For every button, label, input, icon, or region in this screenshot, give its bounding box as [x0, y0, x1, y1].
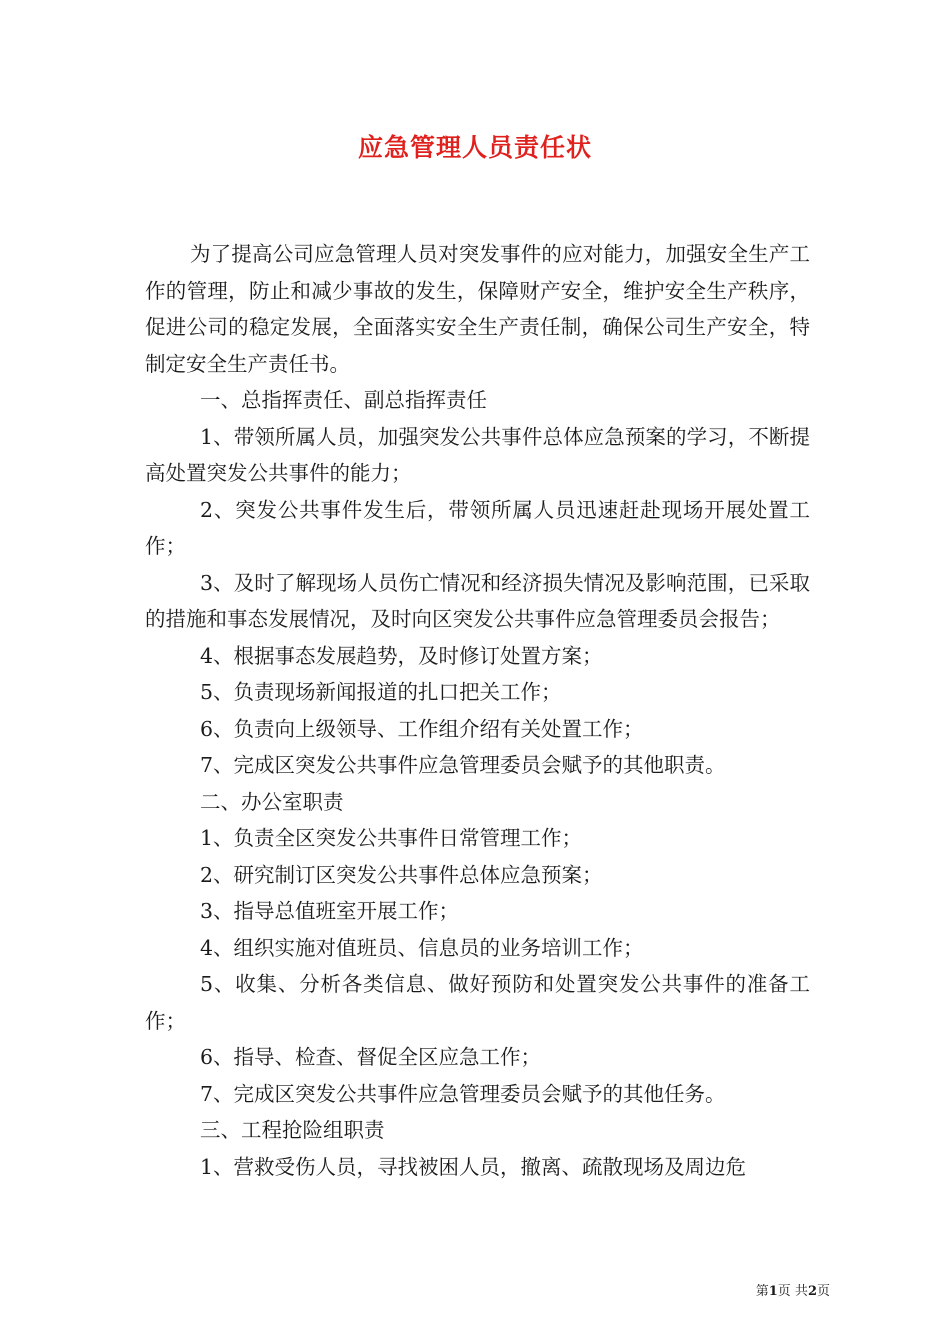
- list-item: 3、及时了解现场人员伤亡情况和经济损失情况及影响范围，已采取的措施和事态发展情况，及时向区突发公共事件应急管理委员会报告；: [145, 570, 810, 631]
- footer-suffix: 页: [816, 1284, 830, 1299]
- list-item: 4、组织实施对值班员、信息员的业务培训工作；: [200, 935, 644, 960]
- section-heading: 一、总指挥责任、副总指挥责任: [200, 388, 487, 412]
- list-item: 7、完成区突发公共事件应急管理委员会赋予的其他任务。: [200, 1081, 726, 1106]
- list-item: 6、指导、检查、督促全区应急工作；: [200, 1045, 542, 1069]
- list-item: 6、负责向上级领导、工作组介绍有关处置工作；: [200, 716, 644, 741]
- section-heading: 三、工程抢险组职责: [200, 1118, 385, 1142]
- section-heading: 二、办公室职责: [200, 789, 344, 814]
- document-body: [145, 236, 810, 1185]
- page-number-footer: [690, 1280, 830, 1299]
- footer-middle: 页 共: [777, 1284, 808, 1299]
- intro-paragraph: 为了提高公司应急管理人员对突发事件的应对能力，加强安全生产工作的管理，防止和减少事故的发生，保障财产安全，维护安全生产秩序，促进公司的稳定发展，全面落实安全生产责任制，确保公司生产安全，特制定安全生产责任书。: [145, 242, 810, 376]
- footer-prefix: 第: [755, 1284, 769, 1299]
- total-page-number: 2: [807, 1284, 817, 1299]
- list-item: 5、负责现场新闻报道的扎口把关工作；: [200, 680, 562, 704]
- document-title: 应急管理人员责任状: [357, 133, 592, 162]
- list-item: 3、指导总值班室开展工作；: [200, 899, 460, 923]
- list-item: 1、负责全区突发公共事件日常管理工作；: [200, 826, 583, 850]
- list-item: 1、带领所属人员，加强突发公共事件总体应急预案的学习，不断提高处置突发公共事件的能力；: [145, 424, 810, 485]
- current-page-number: 1: [768, 1284, 778, 1299]
- list-item: 7、完成区突发公共事件应急管理委员会赋予的其他职责。: [200, 753, 726, 777]
- list-item: 2、研究制订区突发公共事件总体应急预案；: [200, 862, 603, 887]
- list-item: 1、营救受伤人员，寻找被困人员，撤离、疏散现场及周边危: [200, 1154, 747, 1179]
- list-item: 4、根据事态发展趋势，及时修订处置方案；: [200, 643, 603, 668]
- list-item: 2、突发公共事件发生后，带领所属人员迅速赶赴现场开展处置工作；: [145, 497, 810, 558]
- list-item: 5、收集、分析各类信息、做好预防和处置突发公共事件的准备工作；: [145, 972, 810, 1033]
